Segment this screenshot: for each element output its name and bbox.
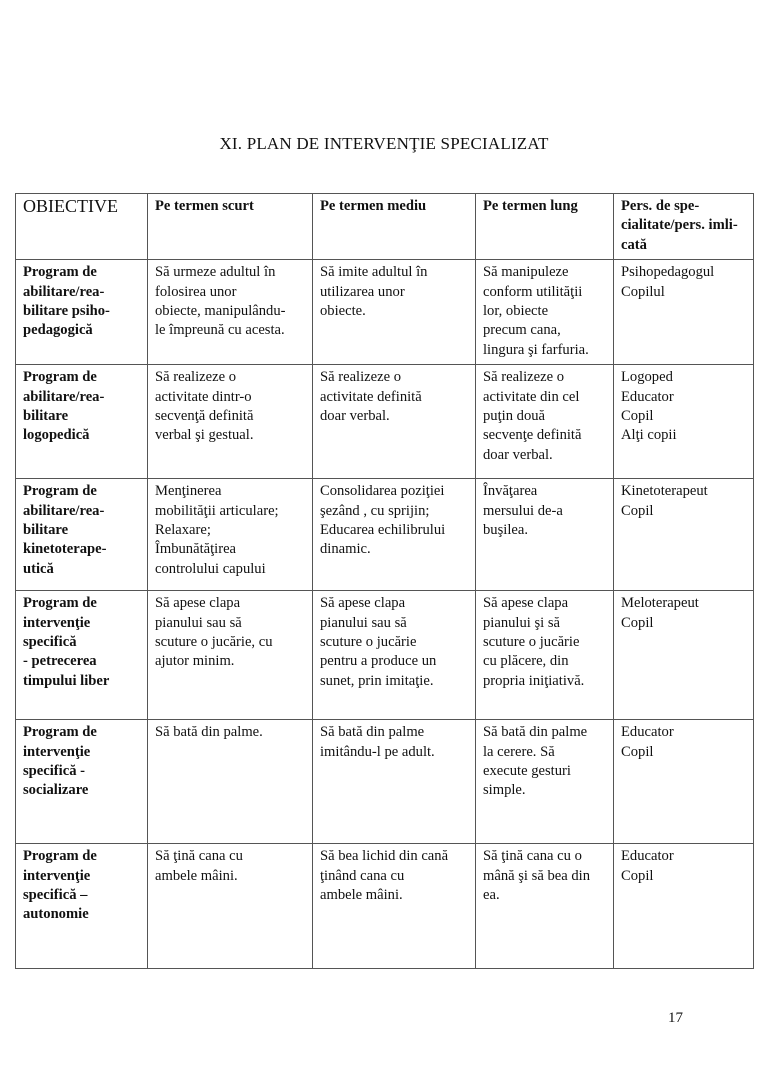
long-term-cell: Să manipuleze conform utilităţii lor, obiecte precum cana, lingura şi farfuria.	[476, 260, 614, 365]
short-term-cell: Să ţină cana cu ambele mâini.	[148, 844, 313, 969]
specialist-cell: Logoped Educator Copil Alţi copii	[614, 365, 754, 479]
header-specialist: Pers. de spe- cialitate/pers. imli- cată	[614, 194, 754, 260]
short-term-cell: Menţinerea mobilităţii articulare; Relaxare; Îmbunătăţirea controlului capului	[148, 479, 313, 591]
long-term-cell: Să ţină cana cu o mână şi să bea din ea.	[476, 844, 614, 969]
medium-term-cell: Consolidarea poziţiei şezând , cu sprijin; Educarea echilibrului dinamic.	[313, 479, 476, 591]
table-row	[16, 479, 754, 591]
short-term-cell: Să bată din palme.	[148, 720, 313, 844]
table-header-row	[16, 194, 754, 260]
program-cell: Program de abilitare/rea- bilitare kinetoterape- utică	[16, 479, 148, 591]
medium-term-cell: Să apese clapa pianului sau să scuture o jucărie pentru a produce un sunet, prin imitaţie.	[313, 591, 476, 720]
program-cell: Program de intervenţie specifică - petrecerea timpului liber	[16, 591, 148, 720]
table-row	[16, 720, 754, 844]
header-long-term: Pe termen lung	[476, 194, 614, 260]
specialist-cell: Educator Copil	[614, 720, 754, 844]
table-row	[16, 844, 754, 969]
page-title: XI. PLAN DE INTERVENŢIE SPECIALIZAT	[219, 134, 549, 153]
table-row	[16, 365, 754, 479]
program-cell: Program de abilitare/rea- bilitare logopedică	[16, 365, 148, 479]
program-cell: Program de intervenţie specifică - socializare	[16, 720, 148, 844]
header-objective: OBIECTIVE	[16, 194, 148, 260]
medium-term-cell: Să realizeze o activitate definită doar verbal.	[313, 365, 476, 479]
long-term-cell: Să realizeze o activitate din cel puţin două secvenţe definită doar verbal.	[476, 365, 614, 479]
intervention-plan-table	[15, 193, 754, 969]
medium-term-cell: Să imite adultul în utilizarea unor obiecte.	[313, 260, 476, 365]
specialist-cell: Meloterapeut Copil	[614, 591, 754, 720]
header-medium-term: Pe termen mediu	[313, 194, 476, 260]
program-cell: Program de abilitare/rea- bilitare psiho- pedagogică	[16, 260, 148, 365]
short-term-cell: Să urmeze adultul în folosirea unor obiecte, manipulându- le împreună cu acesta.	[148, 260, 313, 365]
table-row	[16, 591, 754, 720]
specialist-cell: Psihopedagogul Copilul	[614, 260, 754, 365]
program-cell: Program de intervenţie specifică – autonomie	[16, 844, 148, 969]
short-term-cell: Să realizeze o activitate dintr-o secvenţă definită verbal şi gestual.	[148, 365, 313, 479]
long-term-cell: Să bată din palme la cerere. Să execute gesturi simple.	[476, 720, 614, 844]
specialist-cell: Educator Copil	[614, 844, 754, 969]
long-term-cell: Învăţarea mersului de-a buşilea.	[476, 479, 614, 591]
medium-term-cell: Să bea lichid din cană ţinând cana cu ambele mâini.	[313, 844, 476, 969]
short-term-cell: Să apese clapa pianului sau să scuture o jucărie, cu ajutor minim.	[148, 591, 313, 720]
page-number: 17	[668, 1010, 683, 1026]
long-term-cell: Să apese clapa pianului şi să scuture o jucărie cu plăcere, din propria iniţiativă.	[476, 591, 614, 720]
specialist-cell: Kinetoterapeut Copil	[614, 479, 754, 591]
medium-term-cell: Să bată din palme imitându-l pe adult.	[313, 720, 476, 844]
header-short-term: Pe termen scurt	[148, 194, 313, 260]
table-row	[16, 260, 754, 365]
